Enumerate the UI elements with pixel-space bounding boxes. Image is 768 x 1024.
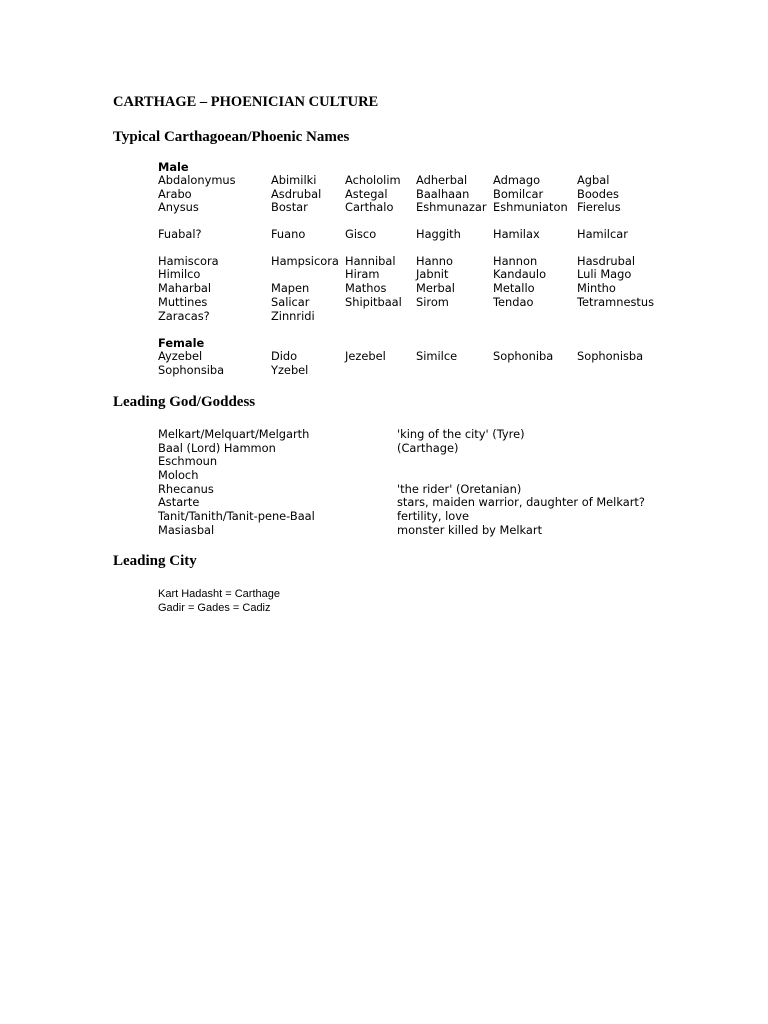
- name-cell: Sophonsiba: [158, 362, 225, 377]
- name-cell: Sirom: [416, 294, 449, 309]
- male-names-group: [158, 255, 667, 323]
- name-cell: Hannibal: [345, 253, 396, 268]
- name-cell: Shipitbaal: [345, 294, 402, 309]
- name-cell: Hamilcar: [577, 227, 628, 242]
- name-cell: Bomilcar: [493, 186, 544, 201]
- name-cell: Gisco: [345, 227, 377, 242]
- deity-name: Baal (Lord) Hammon: [158, 440, 276, 455]
- name-cell: Sophoniba: [493, 349, 554, 364]
- deity-description: [397, 455, 677, 469]
- name-cell: Metallo: [493, 281, 535, 296]
- name-cell: [416, 310, 493, 324]
- name-cell: Kandaulo: [493, 267, 547, 282]
- name-cell: Mintho: [577, 281, 616, 296]
- name-cell: Sophonisba: [577, 349, 644, 364]
- names-heading: Typical Carthagoean/Phoenic Names: [113, 129, 350, 145]
- name-cell: Mathos: [345, 281, 387, 296]
- name-cell: [577, 364, 667, 378]
- name-cell: Hamiscora: [158, 253, 219, 268]
- deity-description: 'king of the city' (Tyre): [397, 427, 525, 441]
- name-cell: Jezebel: [345, 349, 386, 364]
- city-item: Kart Hadasht = Carthage: [158, 588, 280, 600]
- deity-description: 'the rider' (Oretanian): [397, 481, 522, 496]
- female-subheading: Female: [158, 336, 205, 351]
- deity-description: [397, 469, 677, 483]
- name-cell: Ayzebel: [158, 349, 203, 364]
- name-cell: [493, 364, 577, 378]
- deity-name: Masiasbal: [158, 522, 215, 537]
- male-subheading: Male: [158, 160, 189, 174]
- name-cell: Tetramnestus: [577, 294, 655, 309]
- name-cell: Hanno: [416, 253, 453, 268]
- name-cell: Tendao: [493, 294, 534, 309]
- name-cell: Yzebel: [271, 362, 309, 377]
- deity-name: Moloch: [158, 468, 199, 483]
- document-title: CARTHAGE – PHOENICIAN CULTURE: [113, 94, 379, 110]
- name-cell: Fuabal?: [158, 227, 202, 242]
- name-cell: Hampsicora: [271, 253, 339, 268]
- name-cell: Astegal: [345, 186, 388, 201]
- name-cell: Zinnridi: [271, 308, 315, 323]
- deity-name: Eschmoun: [158, 454, 218, 469]
- name-cell: Mapen: [271, 281, 310, 296]
- deity-name: Rhecanus: [158, 481, 214, 496]
- city-item: Gadir = Gades = Cadiz: [158, 601, 271, 614]
- name-cell: Maharbal: [158, 281, 212, 296]
- gods-table: [158, 428, 677, 538]
- name-cell: Hiram: [345, 267, 380, 282]
- name-cell: Hasdrubal: [577, 253, 635, 268]
- name-cell: [493, 310, 577, 324]
- name-cell: Eshmuniaton: [493, 200, 568, 215]
- name-cell: Boodes: [577, 186, 619, 201]
- female-names-grid: [158, 350, 667, 377]
- deity-name: Tanit/Tanith/Tanit-pene-Baal: [158, 509, 315, 524]
- name-cell: Jabnit: [416, 267, 449, 282]
- city-heading: Leading City: [113, 553, 197, 569]
- name-cell: Agbal: [577, 173, 610, 187]
- deity-description: fertility, love: [397, 509, 469, 524]
- city-list: [158, 588, 280, 615]
- deity-description: stars, maiden warrior, daughter of Melkart?: [397, 495, 645, 510]
- name-cell: Salicar: [271, 294, 310, 309]
- name-cell: Abdalonymus: [158, 173, 236, 187]
- deity-name: Melkart/Melquart/Melgarth: [158, 427, 310, 441]
- name-cell: [577, 310, 667, 324]
- name-cell: Achololim: [345, 173, 401, 187]
- name-cell: Carthalo: [345, 200, 394, 215]
- name-cell: Fuano: [271, 227, 306, 242]
- name-cell: Dido: [271, 349, 298, 364]
- deity-description: (Carthage): [397, 440, 459, 455]
- name-cell: [345, 310, 416, 324]
- name-cell: Admago: [493, 173, 541, 187]
- name-cell: Fierelus: [577, 200, 621, 215]
- name-cell: Baalhaan: [416, 186, 470, 201]
- name-cell: Adherbal: [416, 173, 468, 187]
- gods-heading: Leading God/Goddess: [113, 394, 256, 410]
- male-names-group: [158, 174, 667, 215]
- male-names-group: [158, 228, 667, 242]
- name-cell: Arabo: [158, 186, 192, 201]
- name-cell: Asdrubal: [271, 186, 322, 201]
- name-cell: Similce: [416, 349, 458, 364]
- name-cell: Hannon: [493, 253, 538, 268]
- name-cell: Luli Mago: [577, 267, 632, 282]
- name-cell: [271, 268, 345, 282]
- male-names-list: [158, 174, 667, 323]
- name-cell: [416, 364, 493, 378]
- name-cell: Muttines: [158, 294, 208, 309]
- name-cell: Hamilax: [493, 227, 540, 242]
- deity-name: Astarte: [158, 495, 200, 510]
- names-block: [158, 160, 667, 378]
- name-cell: Merbal: [416, 281, 455, 296]
- name-cell: Anysus: [158, 200, 199, 215]
- name-cell: Eshmunazar: [416, 200, 487, 215]
- name-cell: Abimilki: [271, 173, 317, 187]
- name-cell: Zaracas?: [158, 308, 210, 323]
- name-cell: [345, 364, 416, 378]
- name-cell: Haggith: [416, 227, 461, 242]
- deity-description: monster killed by Melkart: [397, 522, 543, 537]
- name-cell: Himilco: [158, 267, 201, 282]
- name-cell: Bostar: [271, 200, 308, 215]
